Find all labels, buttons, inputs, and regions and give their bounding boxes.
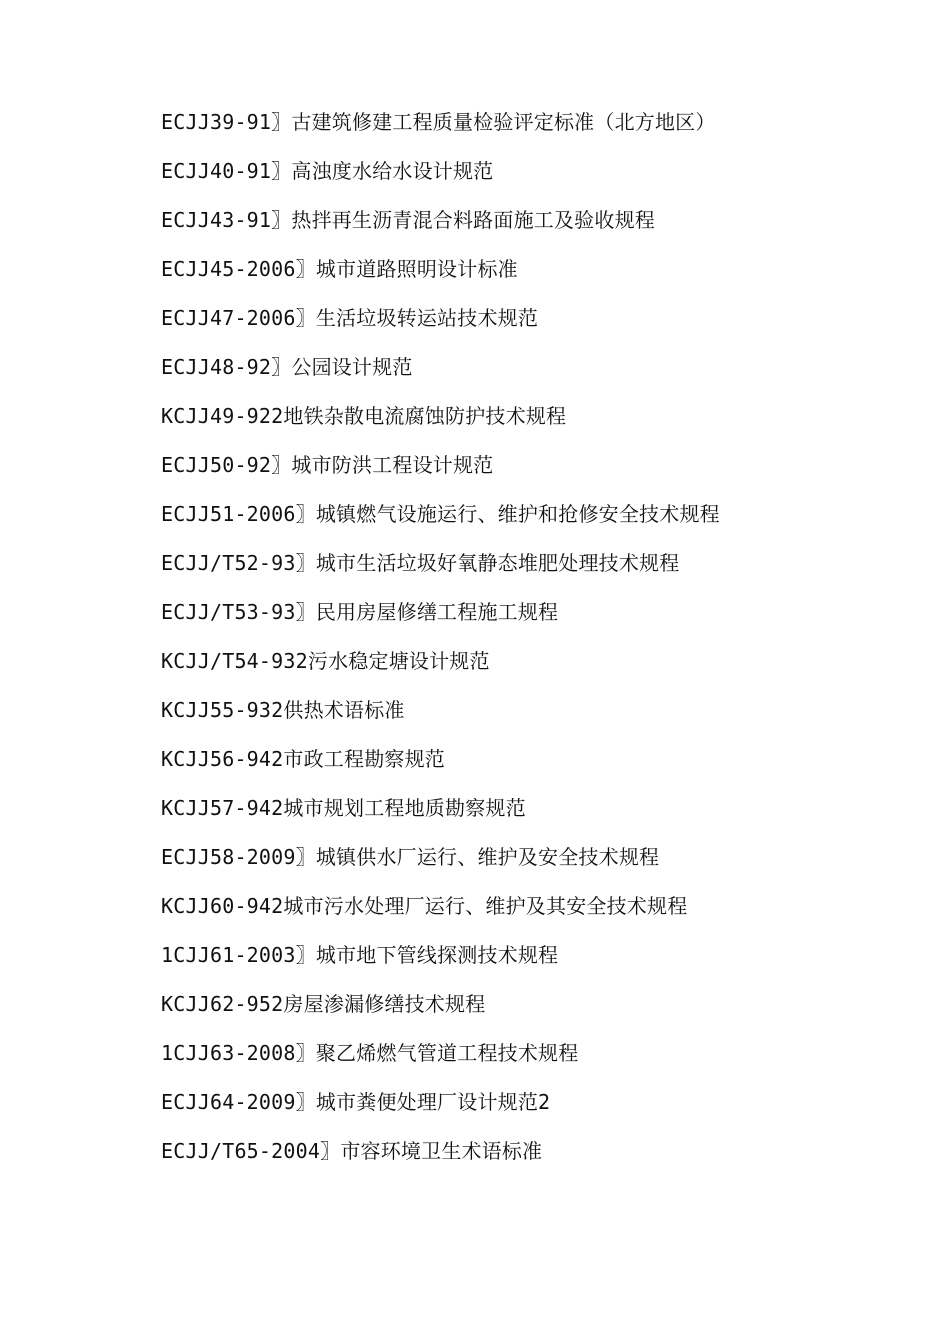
list-item: KCJJ57-942城市规划工程地质勘察规范 (161, 796, 526, 820)
list-item: KCJJ49-922地铁杂散电流腐蚀防护技术规程 (161, 404, 567, 428)
list-item: ECJJ/T53-93〗民用房屋修缮工程施工规程 (161, 600, 559, 624)
list-item: ECJJ64-2009〗城市粪便处理厂设计规范2 (161, 1090, 551, 1114)
list-item: 1CJJ63-2008〗聚乙烯燃气管道工程技术规程 (161, 1041, 579, 1065)
standards-list (161, 104, 921, 1182)
list-item: ECJJ50-92〗城市防洪工程设计规范 (161, 453, 494, 477)
list-item: ECJJ/T65-2004〗市容环境卫生术语标准 (161, 1139, 543, 1163)
list-item: ECJJ51-2006〗城镇燃气设施运行、维护和抢修安全技术规程 (161, 502, 720, 526)
list-item: ECJJ48-92〗公园设计规范 (161, 355, 413, 379)
list-item: KCJJ/T54-932污水稳定塘设计规范 (161, 649, 490, 673)
list-item: ECJJ39-91〗古建筑修建工程质量检验评定标准（北方地区） (161, 110, 716, 134)
list-item: ECJJ47-2006〗生活垃圾转运站技术规范 (161, 306, 539, 330)
list-item: ECJJ43-91〗热拌再生沥青混合料路面施工及验收规程 (161, 208, 655, 232)
list-item: ECJJ58-2009〗城镇供水厂运行、维护及安全技术规程 (161, 845, 660, 869)
list-item: KCJJ56-942市政工程勘察规范 (161, 747, 446, 771)
list-item: KCJJ62-952房屋渗漏修缮技术规程 (161, 992, 486, 1016)
list-item: 1CJJ61-2003〗城市地下管线探测技术规程 (161, 943, 559, 967)
list-item: ECJJ/T52-93〗城市生活垃圾好氧静态堆肥处理技术规程 (161, 551, 680, 575)
list-item: KCJJ60-942城市污水处理厂运行、维护及其安全技术规程 (161, 894, 688, 918)
list-item: ECJJ45-2006〗城市道路照明设计标准 (161, 257, 518, 281)
list-item: ECJJ40-91〗高浊度水给水设计规范 (161, 159, 494, 183)
list-item: KCJJ55-932供热术语标准 (161, 698, 405, 722)
